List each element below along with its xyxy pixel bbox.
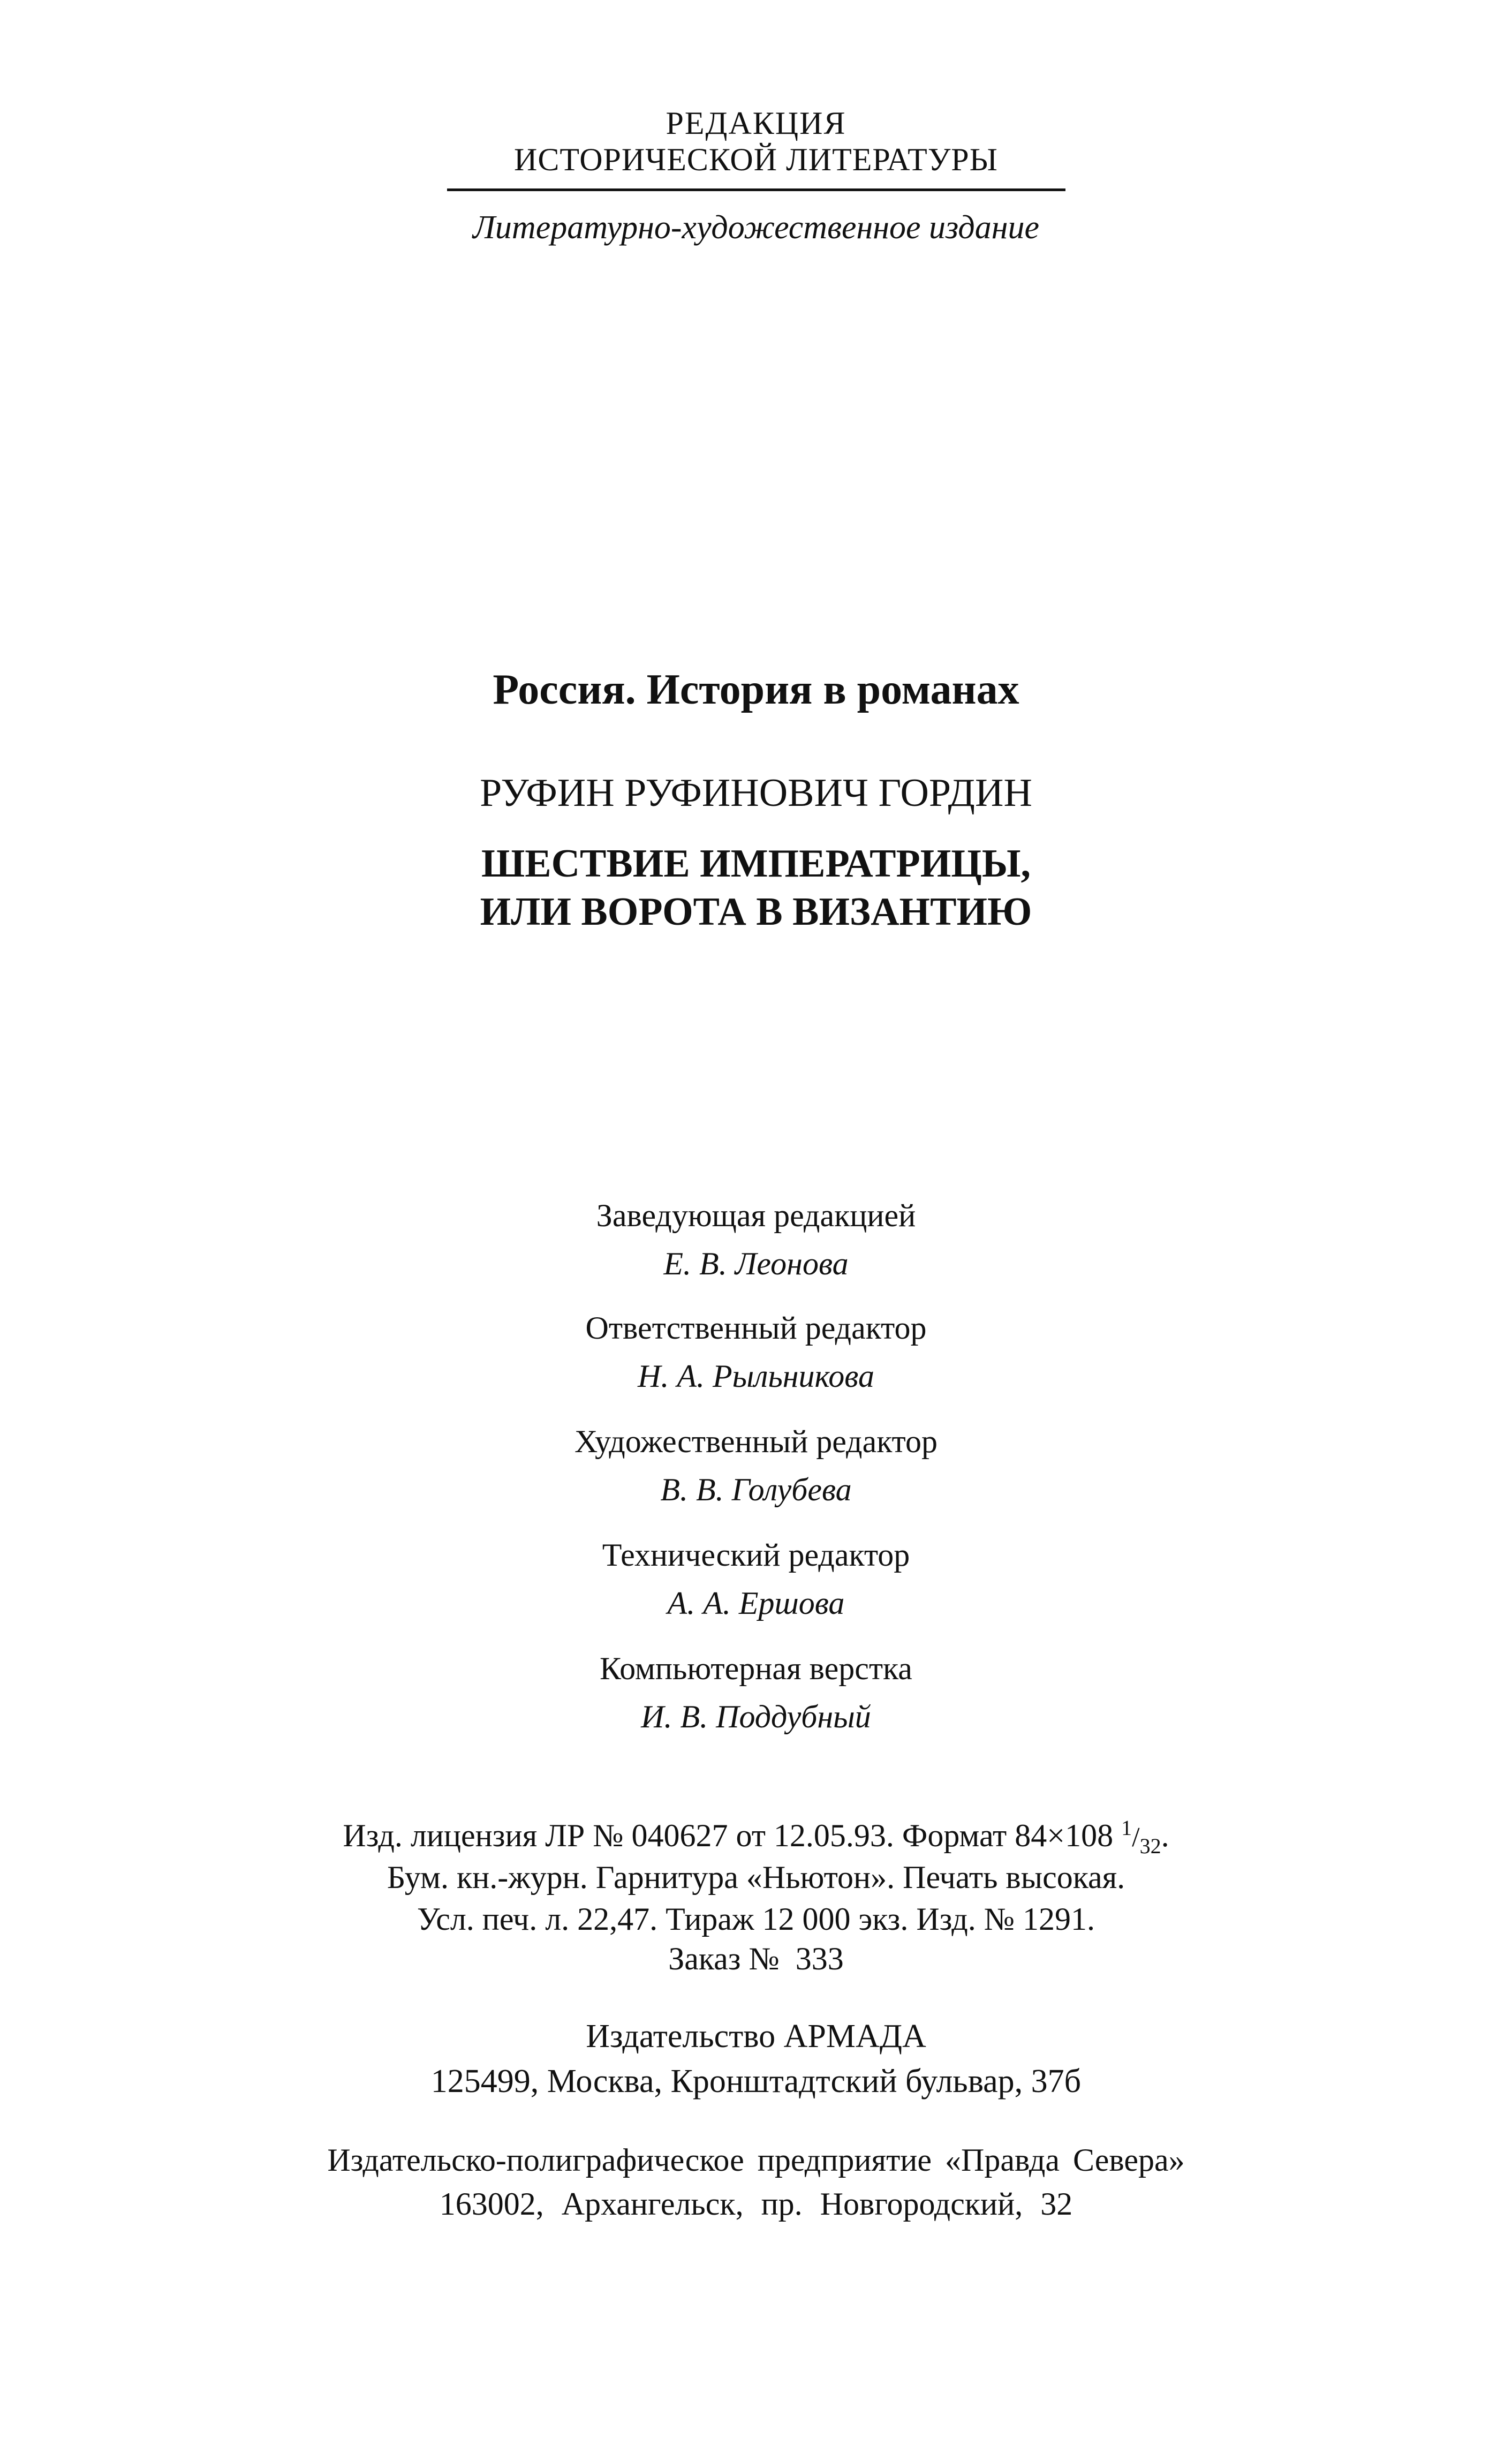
credit-name: А. А. Ершова [667,1585,845,1621]
book-title-line-1: ШЕСТВИЕ ИМПЕРАТРИЦЫ, [481,842,1031,886]
credit-name: Н. А. Рыльникова [638,1358,874,1394]
publisher-address: 125499, Москва, Кронштадтский бульвар, 37б [430,2063,1082,2100]
credit-role: Ответственный редактор [585,1310,927,1346]
format-fraction-numerator: 1 [1121,1816,1132,1840]
printer-name: Издательско-полиграфическое предприятие «Правда Севера» [327,2142,1185,2178]
header-divider [447,188,1065,191]
credit-role: Заведующая редакцией [596,1198,916,1233]
credit-name: В. В. Голубева [660,1472,852,1507]
credit-role: Технический редактор [602,1537,910,1573]
series-title: Россия. История в романах [493,666,1019,713]
imprint-line-3: Усл. печ. л. 22,47. Тираж 12 000 экз. Изд. № 1291. [417,1901,1095,1937]
book-title-line-2: ИЛИ ВОРОТА В ВИЗАНТИЮ [480,890,1032,934]
order-number: Заказ № 333 [668,1941,844,1976]
author-name: РУФИН РУФИНОВИЧ ГОРДИН [480,771,1032,815]
credit-name: И. В. Поддубный [641,1699,871,1734]
imprint-line-1-text: Изд. лицензия ЛР № 040627 от 12.05.93. Формат 84×108 [343,1818,1122,1853]
format-fraction-denominator: 32 [1139,1834,1161,1858]
imprint-line-1-end: . [1161,1818,1169,1853]
publisher-line-1: РЕДАКЦИЯ [666,105,846,141]
credit-role: Художественный редактор [574,1424,938,1459]
credit-name: Е. В. Леонова [663,1246,849,1281]
edition-type: Литературно-художественное издание [472,209,1040,246]
publisher-name: Издательство АРМАДА [586,2018,926,2055]
credit-role: Компьютерная верстка [600,1651,912,1686]
imprint-line-2: Бум. кн.-журн. Гарнитура «Ньютон». Печать высокая. [387,1860,1125,1895]
imprint-line-1: Изд. лицензия ЛР № 040627 от 12.05.93. Формат 84×108 $^1/_{32}$. [343,1816,1169,1858]
publisher-line-2: ИСТОРИЧЕСКОЙ ЛИТЕРАТУРЫ [514,142,998,177]
printer-address: 163002, Архангельск, пр. Новгородский, 32 [439,2186,1073,2222]
